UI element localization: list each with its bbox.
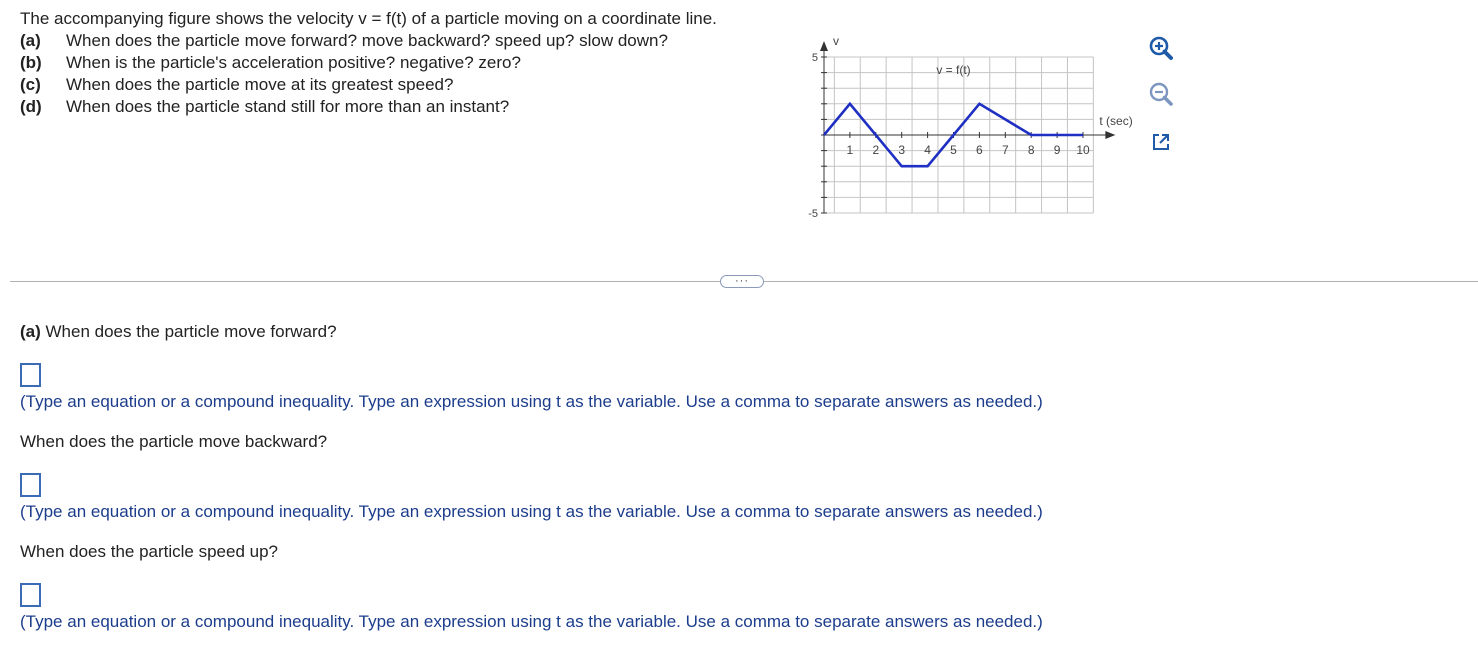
- intro-item-text: When does the particle move forward? move backward? speed up? slow down?: [66, 31, 668, 50]
- problem-statement: [20, 8, 717, 118]
- velocity-chart: [808, 30, 1158, 230]
- answer-speed-up-input[interactable]: [20, 583, 41, 607]
- curve-label: v = f(t): [936, 63, 971, 77]
- x-axis-label: t (sec): [1099, 114, 1133, 128]
- intro-item-label: (d): [20, 97, 42, 116]
- intro-item-c: [20, 74, 717, 96]
- x-tick-label: 10: [1076, 143, 1090, 157]
- x-axis-arrow: [1105, 131, 1115, 139]
- intro-item-text: When is the particle's acceleration positive? negative? zero?: [66, 53, 521, 72]
- answer-hint: (Type an equation or a compound inequality. Type an expression using t as the variable. Use a comma to separate answers as needed.): [20, 392, 1043, 411]
- part-label: (a): [20, 322, 41, 341]
- external-link-icon: [1150, 131, 1172, 153]
- intro-text: The accompanying figure shows the velocity v = f(t) of a particle moving on a coordinate line.: [20, 9, 717, 28]
- y-axis-arrow: [820, 41, 828, 51]
- answer-hint: (Type an equation or a compound inequality. Type an expression using t as the variable. Use a comma to separate answers as needed.): [20, 612, 1043, 631]
- x-tick-label: 5: [950, 143, 957, 157]
- y-axis-label: v: [833, 34, 839, 48]
- intro-item-label: (a): [20, 31, 41, 50]
- question-forward: [20, 322, 337, 342]
- question-text: When does the particle move forward?: [45, 322, 337, 341]
- answer-hint: (Type an equation or a compound inequality. Type an expression using t as the variable. Use a comma to separate answers as needed.): [20, 502, 1043, 521]
- x-tick-label: 9: [1053, 143, 1061, 157]
- intro-item-text: When does the particle move at its greatest speed?: [66, 75, 454, 94]
- zoom-out-button[interactable]: [1146, 79, 1176, 109]
- x-tick-label: 4: [924, 143, 931, 157]
- x-tick-label: 2: [872, 143, 880, 157]
- y-tick-label: -5: [808, 208, 818, 220]
- popout-button[interactable]: [1146, 127, 1176, 157]
- intro-item-d: [20, 96, 717, 118]
- zoom-in-icon: [1147, 34, 1175, 62]
- intro-item-label: (c): [20, 75, 41, 94]
- zoom-in-button[interactable]: [1146, 33, 1176, 63]
- x-tick-label: 6: [976, 143, 983, 157]
- x-tick-label: 3: [898, 143, 906, 157]
- x-tick-label: 7: [1001, 143, 1009, 157]
- intro-item-text: When does the particle stand still for more than an instant?: [66, 97, 510, 116]
- x-tick-label: 1: [846, 143, 854, 157]
- question-speed-up: When does the particle speed up?: [20, 542, 279, 561]
- intro-item-label: (b): [20, 53, 42, 72]
- y-tick-label: 5: [811, 52, 818, 64]
- intro-item-a: [20, 30, 717, 52]
- more-button[interactable]: ···: [720, 275, 764, 288]
- question-backward: When does the particle move backward?: [20, 432, 328, 451]
- zoom-out-icon: [1147, 80, 1175, 108]
- x-tick-label: 8: [1027, 143, 1035, 157]
- velocity-graph: [808, 30, 1158, 230]
- answer-backward-input[interactable]: [20, 473, 41, 497]
- intro-item-b: [20, 52, 717, 74]
- answer-forward-input[interactable]: [20, 363, 41, 387]
